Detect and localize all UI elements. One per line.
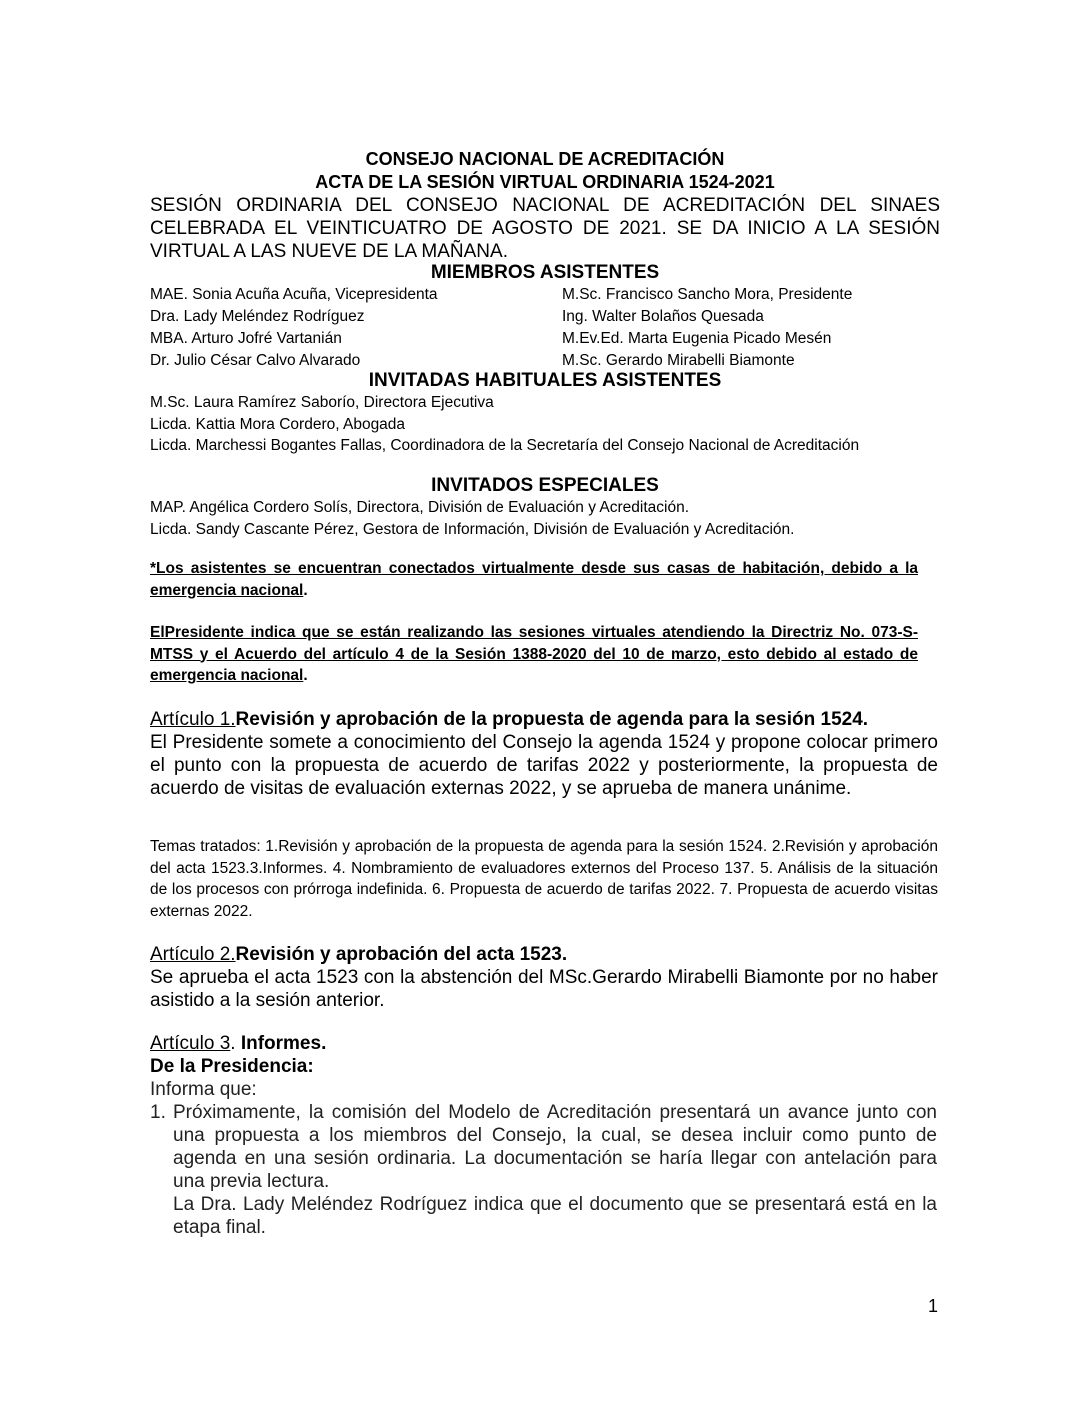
member-left: MAE. Sonia Acuña Acuña, Vicepresidenta xyxy=(150,286,438,303)
member-right: M.Sc. Francisco Sancho Mora, Presidente xyxy=(562,286,853,303)
article-1-topics: Temas tratados: 1.Revisión y aprobación de la propuesta de agenda para la sesión 1524. 2.Revisión y aprobación del acta 1523.3.Informes. 4. Nombramiento de evaluadores externos del Proceso 137. 5. Análisis de la situación de los procesos con prórroga indefinida. 6. Propuesta de acuerdo de tarifas 2022. 7. Propuesta de acuerdo visitas externas 2022. xyxy=(150,838,938,920)
note-text: *Los asistentes se encuentran conectados virtualmente desde sus casas de habitación, debido a la emergencia nacional xyxy=(150,560,918,599)
member-left: MBA. Arturo Jofré Vartanián xyxy=(150,330,342,347)
member-left: Dra. Lady Meléndez Rodríguez xyxy=(150,308,365,325)
informa-que: Informa que: xyxy=(150,1079,257,1100)
document-header xyxy=(150,148,940,263)
guest-item: MAP. Angélica Cordero Solís, Directora, División de Evaluación y Acreditación. xyxy=(150,499,690,516)
guest-item: Licda. Kattia Mora Cordero, Abogada xyxy=(150,415,406,433)
regular-guests-list xyxy=(150,392,870,457)
member-row xyxy=(150,306,940,328)
list-item-text: Próximamente, la comisión del Modelo de Acreditación presentará un avance junto con una propuesta a los miembros del Consejo, la cual, se desea incluir como punto de agenda en una sesión ordinaria. La documentación se haría llegar con antelación para una previa lectura. xyxy=(173,1102,937,1192)
page-number: 1 xyxy=(927,1296,938,1316)
article-title: Revisión y aprobación del acta 1523. xyxy=(235,944,568,965)
article-period: . xyxy=(230,1033,236,1054)
member-right: M.Ev.Ed. Marta Eugenia Picado Mesén xyxy=(562,330,832,347)
virtual-attendance-note xyxy=(150,558,918,601)
article-1-heading xyxy=(150,708,940,731)
article-2-heading xyxy=(150,943,940,966)
guest-item: Licda. Marchessi Bogantes Fallas, Coordinadora de la Secretaría del Consejo Nacional de Acreditación xyxy=(150,437,860,454)
member-row xyxy=(150,328,940,350)
members-list xyxy=(150,284,940,372)
list-item-text-followup: La Dra. Lady Meléndez Rodríguez indica que el documento que se presentará está en la etapa final. xyxy=(173,1194,937,1238)
article-title: Informes. xyxy=(240,1033,327,1054)
note-text: ElPresidente indica que se están realizando las sesiones virtuales atendiendo la Directriz No. 073-S-MTSS y el Acuerdo del artículo 4 de la Sesión 1388-2020 del 10 de marzo, esto debido al estado de emergencia nacional xyxy=(150,624,918,684)
members-heading: MIEMBROS ASISTENTES xyxy=(430,262,660,283)
article-1-body: El Presidente somete a conocimiento del Consejo la agenda 1524 y propone colocar primero el punto con la propuesta de acuerdo de tarifas 2022 y posteriormente, la propuesta de acuerdo de visitas de evaluación externas 2022, y se aprueba de manera unánime. xyxy=(150,732,938,799)
presidency-subheading: De la Presidencia: xyxy=(150,1056,314,1077)
directive-note xyxy=(150,622,918,687)
note-period: . xyxy=(303,667,308,684)
council-title: CONSEJO NACIONAL DE ACREDITACIÓN xyxy=(365,149,725,169)
member-right: Ing. Walter Bolaños Quesada xyxy=(562,308,764,325)
note-period: . xyxy=(303,581,308,599)
act-title: ACTA DE LA SESIÓN VIRTUAL ORDINARIA 1524-2021 xyxy=(315,172,775,192)
report-list xyxy=(150,1101,940,1239)
list-number: 1. xyxy=(150,1102,166,1123)
article-title: Revisión y aprobación de la propuesta de agenda para la sesión 1524. xyxy=(235,709,869,730)
article-label: Artículo 1. xyxy=(150,709,236,730)
regular-guests-heading: INVITADAS HABITUALES ASISTENTES xyxy=(368,370,722,391)
member-row xyxy=(150,350,940,372)
article-label: Artículo 2. xyxy=(150,944,236,965)
member-right: M.Sc. Gerardo Mirabelli Biamonte xyxy=(562,352,795,369)
special-guests-list xyxy=(150,497,940,540)
special-guests-heading: INVITADOS ESPECIALES xyxy=(431,475,659,496)
article-3-heading xyxy=(150,1032,940,1055)
guest-item: M.Sc. Laura Ramírez Saborío, Directora Ejecutiva xyxy=(150,394,494,411)
member-row xyxy=(150,284,940,306)
member-left: Dr. Julio César Calvo Alvarado xyxy=(150,352,361,369)
article-label: Artículo 3 xyxy=(150,1033,231,1054)
guest-item: Licda. Sandy Cascante Pérez, Gestora de Información, División de Evaluación y Acreditación. xyxy=(150,520,795,538)
session-intro: SESIÓN ORDINARIA DEL CONSEJO NACIONAL DE ACREDITACIÓN DEL SINAES CELEBRADA EL VEINTICUATRO DE AGOSTO DE 2021. SE DA INICIO A LA SESIÓN VIRTUAL A LAS NUEVE DE LA MAÑANA. xyxy=(150,195,940,262)
article-2-body: Se aprueba el acta 1523 con la abstención del MSc.Gerardo Mirabelli Biamonte por no haber asistido a la sesión anterior. xyxy=(150,967,938,1011)
